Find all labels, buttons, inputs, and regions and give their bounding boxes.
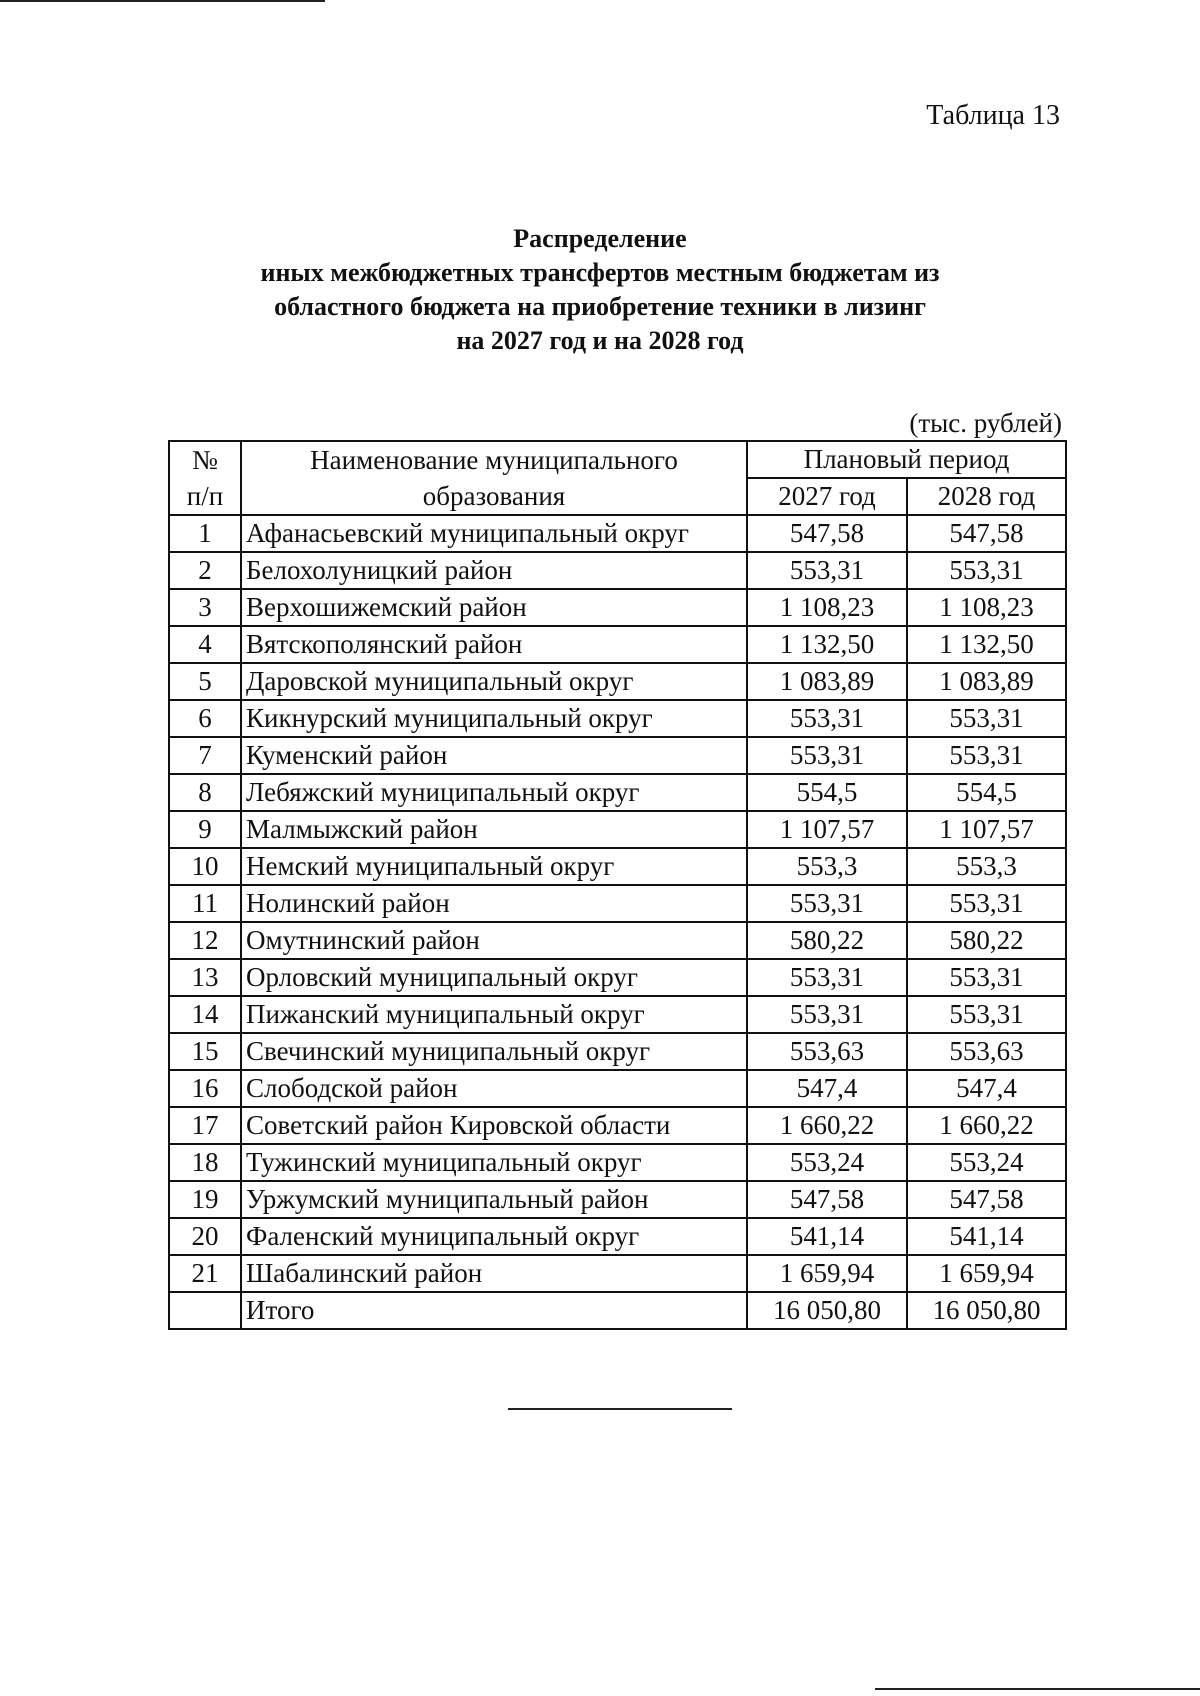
header-name-line1: Наименование муниципального xyxy=(310,445,678,475)
cell-number: 15 xyxy=(169,1033,241,1070)
cell-name: Орловский муниципальный округ xyxy=(241,959,747,996)
table-row xyxy=(169,1181,1066,1218)
scan-edge-line xyxy=(875,1688,1200,1690)
cell-name: Омутнинский район xyxy=(241,922,747,959)
cell-2027: 553,31 xyxy=(747,552,907,589)
cell-name: Малмыжский район xyxy=(241,811,747,848)
cell-number: 21 xyxy=(169,1255,241,1292)
cell-number: 20 xyxy=(169,1218,241,1255)
cell-2027: 580,22 xyxy=(747,922,907,959)
cell-2027: 1 083,89 xyxy=(747,663,907,700)
cell-2027: 553,63 xyxy=(747,1033,907,1070)
table-row xyxy=(169,1070,1066,1107)
cell-name: Уржумский муниципальный район xyxy=(241,1181,747,1218)
cell-number: 10 xyxy=(169,848,241,885)
table-row xyxy=(169,626,1066,663)
table-row xyxy=(169,922,1066,959)
cell-2027: 16 050,80 xyxy=(747,1292,907,1329)
total-row xyxy=(169,1292,1066,1329)
cell-name: Советский район Кировской области xyxy=(241,1107,747,1144)
cell-name: Верхошижемский район xyxy=(241,589,747,626)
cell-2028: 553,31 xyxy=(907,737,1066,774)
cell-2028: 1 083,89 xyxy=(907,663,1066,700)
table-row xyxy=(169,515,1066,552)
table-row xyxy=(169,1107,1066,1144)
cell-2027: 553,31 xyxy=(747,700,907,737)
table-row xyxy=(169,959,1066,996)
cell-2028: 547,4 xyxy=(907,1070,1066,1107)
cell-2028: 554,5 xyxy=(907,774,1066,811)
header-name-line2: образования xyxy=(422,481,566,511)
cell-number: 7 xyxy=(169,737,241,774)
cell-2028: 16 050,80 xyxy=(907,1292,1066,1329)
table-row xyxy=(169,552,1066,589)
cell-name: Свечинский муниципальный округ xyxy=(241,1033,747,1070)
cell-2027: 553,31 xyxy=(747,737,907,774)
table-row xyxy=(169,1033,1066,1070)
table-row xyxy=(169,1144,1066,1181)
header-number-line1: № xyxy=(192,445,218,475)
cell-2027: 547,58 xyxy=(747,1181,907,1218)
cell-2028: 1 107,57 xyxy=(907,811,1066,848)
cell-2027: 1 107,57 xyxy=(747,811,907,848)
cell-name: Тужинский муниципальный округ xyxy=(241,1144,747,1181)
cell-2028: 547,58 xyxy=(907,1181,1066,1218)
cell-2027: 1 108,23 xyxy=(747,589,907,626)
cell-2027: 547,58 xyxy=(747,515,907,552)
cell-number: 8 xyxy=(169,774,241,811)
cell-name: Лебяжский муниципальный округ xyxy=(241,774,747,811)
table-row xyxy=(169,700,1066,737)
cell-2028: 1 132,50 xyxy=(907,626,1066,663)
cell-2027: 553,3 xyxy=(747,848,907,885)
title-line: на 2027 год и на 2028 год xyxy=(456,326,744,355)
cell-2028: 553,24 xyxy=(907,1144,1066,1181)
cell-name: Слободской район xyxy=(241,1070,747,1107)
cell-name: Нолинский район xyxy=(241,885,747,922)
cell-name: Афанасьевский муниципальный округ xyxy=(241,515,747,552)
cell-name: Фаленский муниципальный округ xyxy=(241,1218,747,1255)
cell-2028: 553,63 xyxy=(907,1033,1066,1070)
end-rule xyxy=(508,1408,732,1410)
cell-number: 13 xyxy=(169,959,241,996)
cell-2028: 547,58 xyxy=(907,515,1066,552)
cell-name: Шабалинский район xyxy=(241,1255,747,1292)
cell-2027: 541,14 xyxy=(747,1218,907,1255)
header-number xyxy=(169,441,241,515)
header-name xyxy=(241,441,747,515)
cell-number: 18 xyxy=(169,1144,241,1181)
cell-2028: 553,31 xyxy=(907,552,1066,589)
cell-name: Кикнурский муниципальный округ xyxy=(241,700,747,737)
cell-name: Немский муниципальный округ xyxy=(241,848,747,885)
cell-2027: 553,31 xyxy=(747,959,907,996)
cell-2027: 1 132,50 xyxy=(747,626,907,663)
cell-2028: 553,31 xyxy=(907,996,1066,1033)
scan-edge-line xyxy=(0,0,325,2)
cell-number: 12 xyxy=(169,922,241,959)
table-row xyxy=(169,885,1066,922)
title-line: областного бюджета на приобретение техники в лизинг xyxy=(274,292,926,321)
units-note: (тыс. рублей) xyxy=(909,408,1062,438)
header-year-2028: 2028 год xyxy=(907,478,1066,515)
table-header xyxy=(169,441,1066,515)
title-line: Распределение xyxy=(513,224,687,253)
cell-name: Белохолуницкий район xyxy=(241,552,747,589)
cell-number: 5 xyxy=(169,663,241,700)
cell-number: 17 xyxy=(169,1107,241,1144)
table-row xyxy=(169,1255,1066,1292)
table-row xyxy=(169,737,1066,774)
cell-name: Итого xyxy=(241,1292,747,1329)
cell-2027: 553,31 xyxy=(747,996,907,1033)
table-row xyxy=(169,774,1066,811)
cell-number: 16 xyxy=(169,1070,241,1107)
table-row xyxy=(169,848,1066,885)
cell-2028: 1 659,94 xyxy=(907,1255,1066,1292)
table-body xyxy=(169,515,1066,1329)
table-row xyxy=(169,589,1066,626)
cell-number: 1 xyxy=(169,515,241,552)
header-year-2027: 2027 год xyxy=(747,478,907,515)
table-row xyxy=(169,663,1066,700)
cell-2028: 553,31 xyxy=(907,959,1066,996)
cell-number: 14 xyxy=(169,996,241,1033)
cell-2027: 547,4 xyxy=(747,1070,907,1107)
cell-2028: 541,14 xyxy=(907,1218,1066,1255)
distribution-table xyxy=(168,440,1067,1330)
header-number-line2: п/п xyxy=(186,481,224,511)
cell-2028: 553,31 xyxy=(907,885,1066,922)
cell-2028: 1 660,22 xyxy=(907,1107,1066,1144)
cell-2027: 1 660,22 xyxy=(747,1107,907,1144)
cell-2027: 1 659,94 xyxy=(747,1255,907,1292)
cell-2028: 553,31 xyxy=(907,700,1066,737)
cell-number xyxy=(169,1292,241,1329)
cell-name: Куменский район xyxy=(241,737,747,774)
title-line: иных межбюджетных трансфертов местным бюджетам из xyxy=(260,258,940,287)
cell-number: 9 xyxy=(169,811,241,848)
header-period: Плановый период xyxy=(747,441,1066,478)
document-title xyxy=(0,222,1200,358)
cell-number: 3 xyxy=(169,589,241,626)
cell-name: Пижанский муниципальный округ xyxy=(241,996,747,1033)
cell-2027: 554,5 xyxy=(747,774,907,811)
cell-number: 2 xyxy=(169,552,241,589)
table-row xyxy=(169,1218,1066,1255)
cell-2028: 553,3 xyxy=(907,848,1066,885)
cell-number: 4 xyxy=(169,626,241,663)
table-number-label: Таблица 13 xyxy=(926,100,1060,131)
table-row xyxy=(169,811,1066,848)
table-row xyxy=(169,996,1066,1033)
cell-number: 11 xyxy=(169,885,241,922)
cell-name: Вятскополянский район xyxy=(241,626,747,663)
cell-2027: 553,31 xyxy=(747,885,907,922)
cell-2028: 1 108,23 xyxy=(907,589,1066,626)
cell-number: 6 xyxy=(169,700,241,737)
cell-2028: 580,22 xyxy=(907,922,1066,959)
cell-2027: 553,24 xyxy=(747,1144,907,1181)
cell-number: 19 xyxy=(169,1181,241,1218)
cell-name: Даровской муниципальный округ xyxy=(241,663,747,700)
